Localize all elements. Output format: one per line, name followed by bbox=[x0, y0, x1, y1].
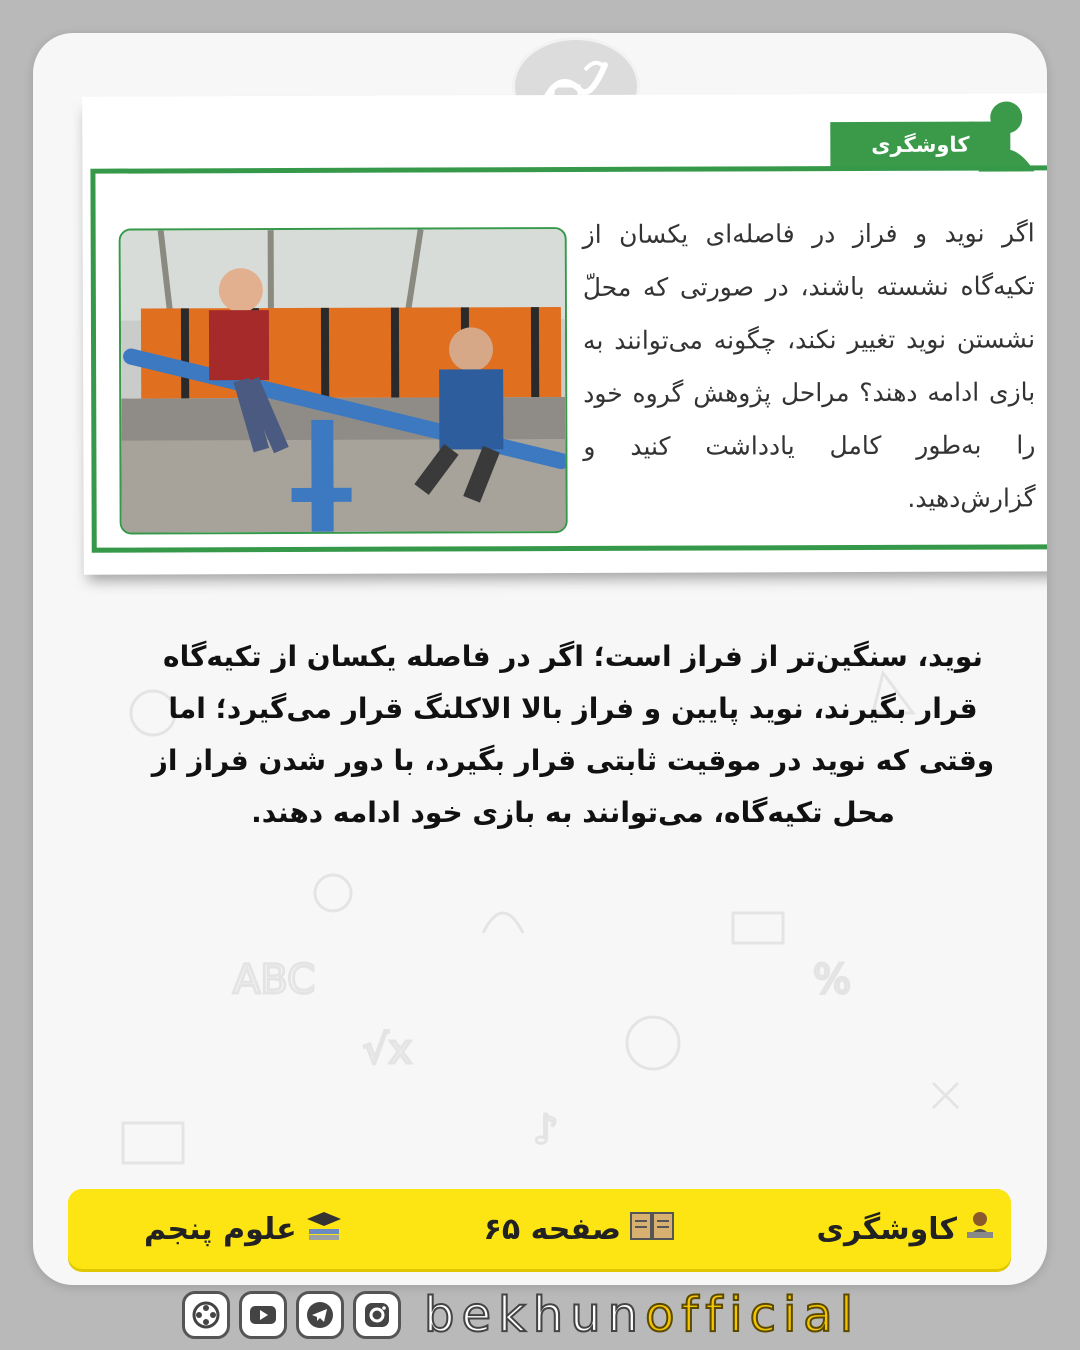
seesaw-photo bbox=[119, 227, 568, 535]
instagram-icon[interactable] bbox=[353, 1291, 401, 1339]
film-reel-icon[interactable] bbox=[182, 1291, 230, 1339]
answer-text: نوید، سنگین‌تر از فراز است؛ اگر در فاصله یکسان از تکیه‌گاه قرار بگیرند، نوید پایین و فراز بالا الاکلنگ قرار می‌گیرد؛ اما وقتی که نوید در موقیت ثابتی قرار بگیرد، با دور شدن فراز از محل تکیه‌گاه، می‌توانند به بازی خود ادامه دهند. bbox=[151, 640, 995, 829]
telegram-icon[interactable] bbox=[296, 1291, 344, 1339]
brand-handle bbox=[424, 1283, 860, 1347]
footer-subject bbox=[144, 1189, 343, 1269]
textbook-excerpt bbox=[82, 93, 1047, 574]
svg-text:ABC: ABC bbox=[233, 957, 316, 1003]
svg-text:♪: ♪ bbox=[533, 1107, 559, 1153]
footer-subject-label: علوم پنجم bbox=[144, 1211, 297, 1247]
researcher-icon bbox=[965, 1210, 995, 1248]
footer-page-label: صفحه ۶۵ bbox=[483, 1211, 621, 1247]
footer-section bbox=[817, 1189, 995, 1269]
social-bar bbox=[182, 1283, 860, 1347]
section-tab: کاوشگری bbox=[830, 121, 1010, 168]
footer-section-label: کاوشگری bbox=[816, 1211, 957, 1247]
svg-text:%: % bbox=[813, 957, 852, 1003]
youtube-icon[interactable] bbox=[239, 1291, 287, 1339]
graduation-cap-icon bbox=[305, 1209, 343, 1249]
svg-text:√x: √x bbox=[363, 1027, 413, 1073]
open-book-icon bbox=[629, 1209, 675, 1249]
footer-page bbox=[484, 1189, 675, 1269]
brand-handle-part2: official bbox=[645, 1287, 861, 1343]
question-frame bbox=[90, 165, 1047, 552]
brand-handle-part1: bekhun bbox=[424, 1287, 646, 1343]
footer-bar bbox=[68, 1189, 1011, 1269]
question-text: اگر نوید و فراز در فاصله‌ای یکسان از تکیه‌گاه نشسته باشند، در صورتی که محلّ نشستن نوید تغییر نکند، چگونه می‌توانند به بازی ادامه دهند؟ مراحل پژوهش گروه خود را به‌طور کامل یادداشت کنید و گزارش‌دهید. bbox=[582, 218, 1036, 513]
content-card bbox=[33, 33, 1047, 1285]
